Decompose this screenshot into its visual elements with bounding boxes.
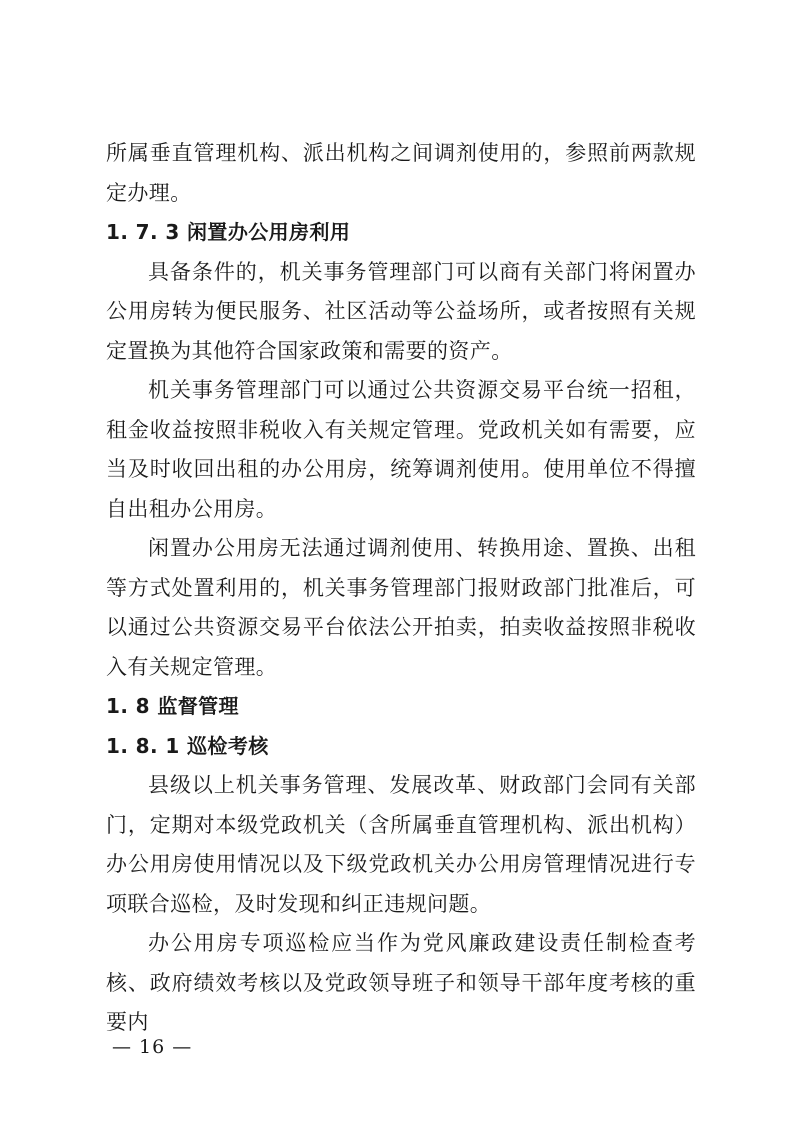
- paragraph: 县级以上机关事务管理、发展改革、财政部门会同有关部门，定期对本级党政机关（含所属垂直管理机构、派出机构）办公用房使用情况以及下级党政机关办公用房管理情况进行专项联合巡检，及时发现和纠正违规问题。: [106, 773, 696, 916]
- document-body: [106, 134, 696, 1043]
- section-heading-1-8-1: 1. 8. 1 巡检考核: [106, 733, 269, 758]
- page-number: — 16 —: [112, 1036, 193, 1058]
- paragraph: 具备条件的，机关事务管理部门可以商有关部门将闲置办公用房转为便民服务、社区活动等公益场所，或者按照有关规定置换为其他符合国家政策和需要的资产。: [106, 259, 696, 363]
- section-heading-1-7-3: 1. 7. 3 闲置办公用房利用: [106, 220, 351, 244]
- paragraph: 闲置办公用房无法通过调剂使用、转换用途、置换、出租等方式处置利用的，机关事务管理部门报财政部门批准后，可以通过公共资源交易平台依法公开拍卖，拍卖收益按照非税收入有关规定管理。: [106, 536, 696, 679]
- paragraph: 机关事务管理部门可以通过公共资源交易平台统一招租，租金收益按照非税收入有关规定管理。党政机关如有需要，应当及时收回出租的办公用房，统筹调剂使用。使用单位不得擅自出租办公用房。: [106, 378, 696, 521]
- section-heading-1-8: 1. 8 监督管理: [106, 694, 239, 718]
- continuation-paragraph: 所属垂直管理机构、派出机构之间调剂使用的，参照前两款规定办理。: [106, 141, 696, 205]
- paragraph: 办公用房专项巡检应当作为党风廉政建设责任制检查考核、政府绩效考核以及党政领导班子和领导干部年度考核的重要内: [106, 931, 696, 1034]
